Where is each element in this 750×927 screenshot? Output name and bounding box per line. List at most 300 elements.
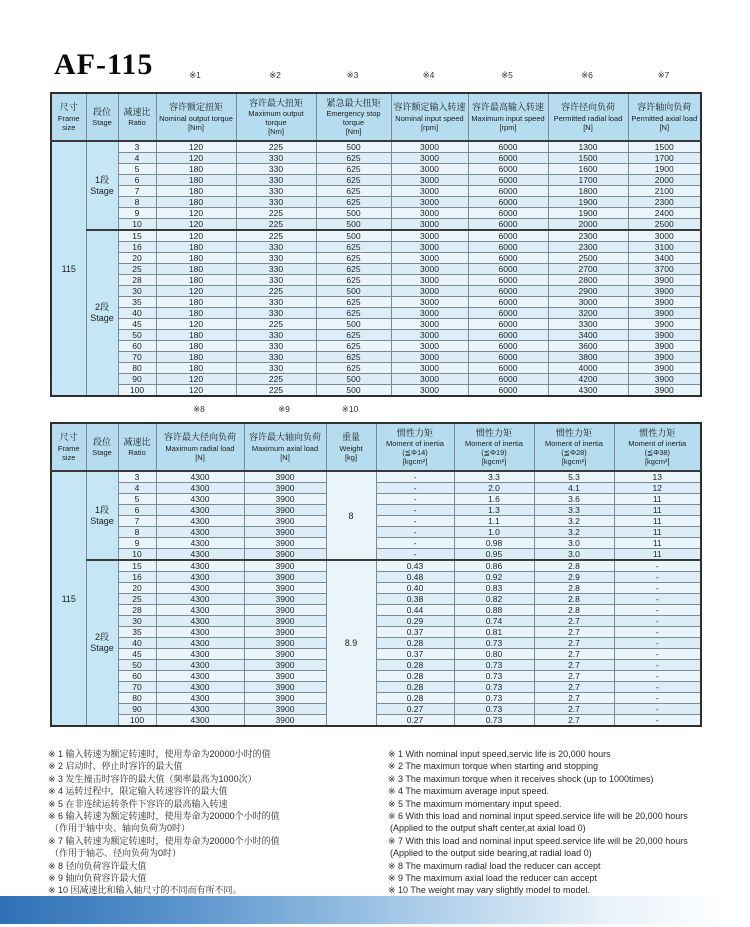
value-cell: 225 [236, 286, 316, 297]
ratio-cell: 80 [118, 363, 156, 374]
ratio-cell: 40 [118, 638, 156, 649]
value-cell: 6000 [468, 385, 548, 397]
ratio-cell: 45 [118, 319, 156, 330]
value-cell: 4.1 [534, 483, 614, 494]
stage-label-zh: 2段 [94, 302, 109, 312]
ratio-cell: 60 [118, 671, 156, 682]
value-cell: 3900 [244, 660, 326, 671]
ref-spacer [50, 70, 85, 81]
footnote-line: ※ 9 轴向负荷容许最大值 [48, 873, 147, 884]
table-row [51, 682, 701, 693]
stage-label-en: Stage [90, 643, 114, 653]
value-cell: 3900 [244, 649, 326, 660]
value-cell: 4300 [156, 572, 244, 583]
header-zh: 容许额定输入转速 [393, 102, 466, 113]
value-cell: 225 [236, 208, 316, 219]
header-zh: 惯性力矩 [639, 427, 676, 438]
header-zh: 惯性力矩 [396, 427, 433, 438]
table-row [51, 483, 701, 494]
value-cell: 2.8 [534, 560, 614, 572]
value-cell: 3.2 [534, 527, 614, 538]
table-row [51, 341, 701, 352]
footnote [48, 798, 380, 810]
value-cell: 4300 [156, 671, 244, 682]
ratio-cell: 7 [118, 186, 156, 197]
footnote [48, 773, 380, 785]
value-cell: 3900 [628, 352, 701, 363]
value-cell: 4300 [156, 549, 244, 561]
value-cell: 625 [316, 175, 391, 186]
value-cell: 500 [316, 208, 391, 219]
value-cell: 2.7 [534, 693, 614, 704]
table-body [51, 471, 701, 726]
value-cell: - [376, 549, 454, 561]
stage-cell [86, 230, 118, 396]
value-cell: 11 [614, 549, 701, 561]
ratio-cell: 50 [118, 330, 156, 341]
ref-marks-row-table1 [50, 70, 700, 81]
value-cell: 625 [316, 363, 391, 374]
header-zh: 容许轴向负荷 [637, 102, 692, 113]
value-cell: 3900 [244, 605, 326, 616]
ratio-cell: 6 [118, 175, 156, 186]
column-header [326, 423, 376, 471]
value-cell: - [614, 704, 701, 715]
value-cell: 3000 [391, 308, 468, 319]
value-cell: 4300 [156, 715, 244, 727]
ratio-cell: 5 [118, 164, 156, 175]
value-cell: 3000 [391, 153, 468, 164]
table-row [51, 308, 701, 319]
table-row [51, 175, 701, 186]
value-cell: 3000 [391, 363, 468, 374]
header-diameter: (≦Φ28) [561, 448, 587, 458]
value-cell: 120 [156, 153, 236, 164]
value-cell: 3000 [391, 385, 468, 397]
value-cell: 0.28 [376, 671, 454, 682]
header-unit: [rpm] [420, 122, 439, 132]
value-cell: - [376, 483, 454, 494]
value-cell: 3000 [391, 230, 468, 242]
value-cell: 2.7 [534, 715, 614, 727]
header-en: Stage [92, 118, 112, 128]
header-zh: 惯性力矩 [555, 427, 592, 438]
ratio-cell: 28 [118, 275, 156, 286]
ref-spacer [375, 404, 453, 415]
value-cell: 180 [156, 297, 236, 308]
value-cell: 2.7 [534, 638, 614, 649]
table-row [51, 186, 701, 197]
ratio-cell: 28 [118, 605, 156, 616]
stage-label-en: Stage [90, 515, 114, 526]
column-header [118, 423, 156, 471]
value-cell: 1500 [548, 153, 628, 164]
value-cell: 3200 [548, 308, 628, 319]
header-zh: 容许最大轴向负荷 [248, 432, 321, 443]
value-cell: 625 [316, 253, 391, 264]
value-cell: 4000 [548, 363, 628, 374]
stage-label-en: Stage [90, 185, 114, 196]
value-cell: 4300 [156, 693, 244, 704]
value-cell: 4300 [156, 638, 244, 649]
value-cell: 0.27 [376, 715, 454, 727]
table-row [51, 505, 701, 516]
value-cell: 1700 [548, 175, 628, 186]
value-cell: 180 [156, 330, 236, 341]
column-header [316, 93, 391, 141]
header-zh: 容许最大径向负荷 [163, 432, 236, 443]
value-cell: 3900 [244, 494, 326, 505]
value-cell: 2.7 [534, 627, 614, 638]
table-row [51, 616, 701, 627]
ref-spacer [117, 404, 155, 415]
value-cell: 1800 [548, 186, 628, 197]
value-cell: 4300 [156, 627, 244, 638]
value-cell: 3900 [244, 527, 326, 538]
value-cell: 2300 [628, 197, 701, 208]
ratio-cell: 16 [118, 572, 156, 583]
weight-cell: 8 [326, 471, 376, 560]
value-cell: 6000 [468, 164, 548, 175]
value-cell: 0.38 [376, 594, 454, 605]
header-en: Ratio [128, 448, 146, 458]
value-cell: 180 [156, 175, 236, 186]
stage-label-zh: 1段 [94, 504, 109, 515]
ratio-cell: 90 [118, 374, 156, 385]
header-zh: 段位 [92, 106, 111, 117]
header-zh: 容许额定扭矩 [168, 102, 223, 113]
frame-size-cell: 115 [51, 471, 86, 726]
value-cell: 2500 [548, 253, 628, 264]
value-cell: 4300 [156, 682, 244, 693]
value-cell: 11 [614, 516, 701, 527]
value-cell: 3900 [244, 693, 326, 704]
footnote [48, 884, 380, 896]
value-cell: 0.28 [376, 660, 454, 671]
header-unit: [kgcm²] [561, 457, 587, 467]
ratio-cell: 35 [118, 627, 156, 638]
value-cell: - [376, 505, 454, 516]
ratio-cell: 4 [118, 153, 156, 164]
ref-spacer [50, 404, 85, 415]
torque-speed-load-table [50, 92, 702, 397]
value-cell: 11 [614, 527, 701, 538]
value-cell: - [614, 649, 701, 660]
table-row [51, 330, 701, 341]
value-cell: - [614, 682, 701, 693]
value-cell: 3100 [628, 242, 701, 253]
value-cell: 180 [156, 275, 236, 286]
value-cell: 6000 [468, 352, 548, 363]
value-cell: 4300 [156, 527, 244, 538]
value-cell: 330 [236, 253, 316, 264]
value-cell: 625 [316, 153, 391, 164]
footnote [388, 872, 720, 884]
value-cell: - [376, 538, 454, 549]
value-cell: 2300 [548, 230, 628, 242]
value-cell: 2500 [628, 219, 701, 231]
value-cell: - [614, 560, 701, 572]
value-cell: 3900 [628, 330, 701, 341]
footnote-line: ※ 5 The maximum momentary input speed. [388, 798, 562, 809]
header-en: Weight [339, 443, 363, 453]
value-cell: 120 [156, 230, 236, 242]
ref-mark: ※9 [278, 404, 290, 414]
value-cell: 225 [236, 219, 316, 231]
value-cell: 3000 [391, 275, 468, 286]
footnote-line: ※ 2 启动时、停止时容许的最大值 [48, 761, 183, 772]
ratio-cell: 10 [118, 549, 156, 561]
table-row [51, 704, 701, 715]
table-row [51, 363, 701, 374]
header-zh: 减速比 [123, 436, 151, 447]
ratio-cell: 30 [118, 616, 156, 627]
value-cell: 4300 [156, 583, 244, 594]
table-row [51, 583, 701, 594]
value-cell: 11 [614, 494, 701, 505]
footnote [48, 835, 380, 860]
ref-mark: ※1 [189, 70, 201, 80]
value-cell: 225 [236, 230, 316, 242]
header-unit: [N] [195, 452, 205, 462]
ref-mark: ※10 [341, 404, 359, 414]
value-cell: 3900 [244, 572, 326, 583]
value-cell: 120 [156, 319, 236, 330]
value-cell: 625 [316, 242, 391, 253]
value-cell: 3900 [628, 319, 701, 330]
header-en: Maximum radial load [165, 443, 235, 453]
value-cell: 4300 [156, 516, 244, 527]
value-cell: 625 [316, 164, 391, 175]
column-header [86, 423, 118, 471]
header-en: Maximum input speed [471, 113, 545, 123]
ratio-cell: 20 [118, 253, 156, 264]
ratio-cell: 70 [118, 352, 156, 363]
value-cell: 500 [316, 319, 391, 330]
column-header [628, 93, 701, 141]
header-zh: 紧急最大扭矩 [326, 97, 381, 108]
value-cell: 6000 [468, 374, 548, 385]
stage-label-zh: 2段 [94, 632, 109, 642]
value-cell: 2000 [548, 219, 628, 231]
bottom-gradient-bar [0, 896, 750, 924]
value-cell: 120 [156, 208, 236, 219]
column-header [391, 93, 468, 141]
table-row [51, 715, 701, 727]
value-cell: 1500 [628, 141, 701, 153]
header-en: Moment of inertia [545, 439, 603, 449]
value-cell: - [614, 616, 701, 627]
ratio-cell: 90 [118, 704, 156, 715]
value-cell: 6000 [468, 341, 548, 352]
value-cell: 3900 [628, 297, 701, 308]
value-cell: 4300 [156, 649, 244, 660]
value-cell: 3300 [548, 319, 628, 330]
value-cell: 500 [316, 219, 391, 231]
value-cell: 3900 [244, 594, 326, 605]
value-cell: 3600 [548, 341, 628, 352]
ratio-cell: 9 [118, 208, 156, 219]
value-cell: 1900 [548, 208, 628, 219]
footnote-line: （作用于轴芯、径向负荷为0时） [50, 848, 182, 859]
ratio-cell: 15 [118, 230, 156, 242]
ref-mark: ※3 [346, 70, 359, 80]
ratio-cell: 8 [118, 527, 156, 538]
page-title: AF-115 [54, 48, 154, 81]
value-cell: - [376, 527, 454, 538]
value-cell: 1.3 [454, 505, 534, 516]
header-diameter: (≦Φ38) [644, 448, 671, 458]
table-row [51, 352, 701, 363]
value-cell: 6000 [468, 253, 548, 264]
table-row [51, 638, 701, 649]
ratio-cell: 60 [118, 341, 156, 352]
ref-spacer [117, 70, 155, 81]
ref-spacer [613, 404, 700, 415]
value-cell: 3900 [244, 549, 326, 561]
table-row [51, 385, 701, 397]
value-cell: 4300 [156, 594, 244, 605]
value-cell: 6000 [468, 286, 548, 297]
value-cell: 3900 [244, 715, 326, 727]
header-zh: 尺寸 [59, 102, 78, 113]
ratio-cell: 50 [118, 660, 156, 671]
table-row [51, 242, 701, 253]
footnote [388, 785, 720, 797]
header-en: Nominal input speed [395, 113, 464, 123]
value-cell: 3000 [391, 197, 468, 208]
value-cell: 3000 [391, 186, 468, 197]
header-unit: [N] [659, 122, 670, 132]
value-cell: 12 [614, 483, 701, 494]
value-cell: - [376, 471, 454, 483]
value-cell: 1700 [628, 153, 701, 164]
header-diameter: (≦Φ19) [481, 448, 507, 458]
value-cell: 120 [156, 219, 236, 231]
value-cell: - [614, 572, 701, 583]
value-cell: 0.83 [454, 583, 534, 594]
value-cell: 6000 [468, 297, 548, 308]
value-cell: 0.29 [376, 616, 454, 627]
value-cell: 3800 [548, 352, 628, 363]
value-cell: 500 [316, 385, 391, 397]
header-zh: 容许最高输入转速 [471, 102, 544, 113]
header-en: Stage [92, 448, 112, 458]
value-cell: 6000 [468, 308, 548, 319]
ratio-cell: 20 [118, 583, 156, 594]
table-head [51, 423, 701, 471]
value-cell: 625 [316, 197, 391, 208]
value-cell: 3000 [391, 175, 468, 186]
value-cell: 0.73 [454, 715, 534, 727]
ref-spacer [453, 404, 533, 415]
header-zh: 容许径向负荷 [560, 102, 615, 113]
value-cell: 330 [236, 341, 316, 352]
footnote-line: ※ 8 径向负荷容许最大值 [48, 860, 147, 871]
value-cell: 2.7 [534, 682, 614, 693]
header-unit: [N] [280, 452, 290, 462]
ref-marks-row-table2 [50, 404, 700, 415]
value-cell: 0.73 [454, 660, 534, 671]
value-cell: 0.73 [454, 693, 534, 704]
table-body [51, 141, 701, 396]
value-cell: 625 [316, 186, 391, 197]
ref-mark: ※7 [657, 70, 670, 80]
column-header [454, 423, 534, 471]
footnote [48, 760, 380, 772]
value-cell: 3900 [244, 516, 326, 527]
value-cell: 180 [156, 341, 236, 352]
value-cell: - [614, 583, 701, 594]
value-cell: 3000 [391, 352, 468, 363]
value-cell: 225 [236, 141, 316, 153]
value-cell: 6000 [468, 186, 548, 197]
value-cell: 1.0 [454, 527, 534, 538]
value-cell: - [614, 693, 701, 704]
value-cell: 4300 [548, 385, 628, 397]
column-header [51, 93, 86, 141]
value-cell: 1600 [548, 164, 628, 175]
footnote [48, 860, 380, 872]
value-cell: 0.98 [454, 538, 534, 549]
value-cell: 2900 [548, 286, 628, 297]
value-cell: 3900 [244, 671, 326, 682]
value-cell: 0.80 [454, 649, 534, 660]
value-cell: 5.3 [534, 471, 614, 483]
value-cell: 0.81 [454, 627, 534, 638]
table-row [51, 374, 701, 385]
value-cell: 330 [236, 352, 316, 363]
value-cell: 330 [236, 175, 316, 186]
value-cell: 0.43 [376, 560, 454, 572]
value-cell: 0.28 [376, 682, 454, 693]
value-cell: - [614, 671, 701, 682]
value-cell: 2100 [628, 186, 701, 197]
value-cell: 3000 [391, 330, 468, 341]
value-cell: 120 [156, 374, 236, 385]
footnotes-chinese [48, 748, 380, 897]
ratio-cell: 3 [118, 471, 156, 483]
value-cell: 0.95 [454, 549, 534, 561]
ratio-cell: 35 [118, 297, 156, 308]
header-zh: 惯性力矩 [475, 427, 512, 438]
value-cell: 3900 [244, 505, 326, 516]
header-en: Moment of inertia [465, 439, 523, 449]
footnote [48, 872, 380, 884]
value-cell: - [614, 715, 701, 727]
value-cell: 6000 [468, 242, 548, 253]
frame-size-cell: 115 [51, 141, 86, 396]
value-cell: 2.8 [534, 594, 614, 605]
header-unit: [Nm] [345, 127, 362, 137]
header-en: Maximum axial load [251, 443, 319, 453]
value-cell: 6000 [468, 363, 548, 374]
value-cell: 1900 [548, 197, 628, 208]
table-row [51, 208, 701, 219]
value-cell: - [614, 660, 701, 671]
value-cell: 4300 [156, 538, 244, 549]
value-cell: 625 [316, 297, 391, 308]
value-cell: 6000 [468, 230, 548, 242]
value-cell: 500 [316, 141, 391, 153]
value-cell: 625 [316, 352, 391, 363]
table-row [51, 141, 701, 153]
table-row [51, 516, 701, 527]
ref-mark: ※2 [269, 70, 281, 80]
table-row [51, 297, 701, 308]
table-row [51, 627, 701, 638]
value-cell: 3000 [391, 264, 468, 275]
